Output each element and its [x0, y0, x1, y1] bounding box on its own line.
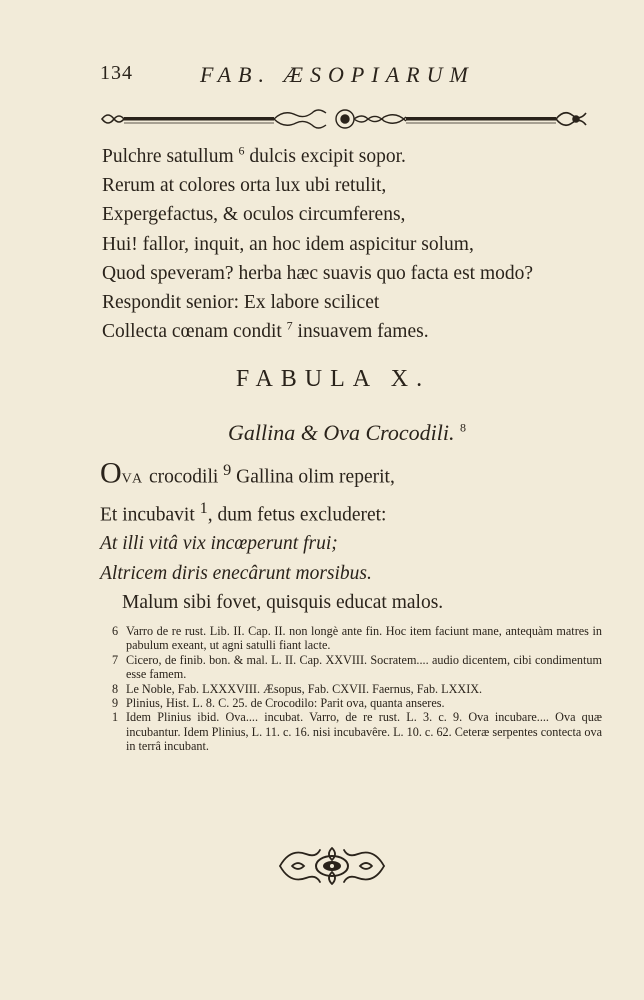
ornamental-rule-icon	[100, 104, 590, 134]
floral-tailpiece-icon	[272, 836, 392, 896]
verse-line: Quod speveram? herba hæc suavis quo facta est modo?	[102, 262, 534, 284]
footnote-number: 1	[112, 710, 119, 725]
footnote-number: 6	[112, 624, 119, 638]
drop-cap: O	[100, 456, 122, 490]
footnote-ref[interactable]: 8	[460, 420, 466, 435]
top-verse	[102, 142, 622, 346]
footnote	[112, 624, 602, 653]
verse-line-moral: Malum sibi fovet, quisquis educat malos.	[122, 591, 444, 613]
footnote	[112, 710, 602, 753]
footnotes	[112, 624, 602, 754]
footnote-text: Le Noble, Fab. LXXXVIII. Æsopus, Fab. CXVII. Faernus, Fab. LXXIX.	[126, 681, 483, 696]
footnote-ref[interactable]: 9	[223, 461, 232, 479]
footnote-text: Plinius, Hist. L. 8. C. 25. de Crocodilo: Parit ova, quanta anseres.	[126, 696, 445, 711]
verse-line: Collecta cœnam condit $^7$ insuavem fames.	[102, 318, 429, 343]
fable-heading: FABULA X.	[235, 366, 431, 392]
verse-line: Altricem diris enecârunt morsibus.	[100, 562, 372, 584]
footnote-ref[interactable]: 1	[199, 498, 208, 517]
verse-line-first: OVA crocodili $^9$ Gallina olim reperit,	[100, 456, 395, 490]
footnote	[112, 653, 602, 682]
footnote-text: Idem Plinius ibid. Ova.... incubat. Varro, de re rust. L. 3. c. 9. Ova incubare.... Ova quæ incubantur. Idem Plinius, L. 11. c. 16. nisi incubavêre. L. 10. c. 62. Ceteræ serpentes contecta ova in terrâ incubant.	[126, 710, 602, 754]
fable-verse	[100, 456, 620, 617]
footnote	[112, 696, 602, 710]
fable-subtitle: Gallina & Ova Crocodili. $^8$	[227, 420, 466, 445]
verse-line: Pulchre satullum $^6$ dulcis excipit sopor.	[102, 143, 406, 167]
footnote-text: Varro de re rust. Lib. II. Cap. II. non longè ante fin. Hoc item faciunt mane, antequàm matres in pabulum exeant, ut agni satulli fiant lacte.	[126, 624, 602, 653]
footnote	[112, 682, 602, 696]
footnote-ref[interactable]: 7	[286, 318, 293, 333]
verse-line: Rerum at colores orta lux ubi retulit,	[102, 175, 387, 197]
verse-line: Hui! fallor, inquit, an hoc idem aspicitur solum,	[102, 233, 474, 255]
page-header	[100, 62, 590, 102]
footnote-number: 8	[112, 681, 119, 696]
footnote-number: 7	[112, 652, 119, 667]
verse-line: At illi vitâ vix incœperunt frui;	[100, 533, 338, 555]
footnote-number: 9	[112, 696, 119, 711]
verse-line: Et incubavit $^1$, dum fetus excluderet:	[100, 498, 387, 526]
running-title: FAB. ÆSOPIARUM	[200, 62, 475, 87]
footnote-text: Cicero, de finib. bon. & mal. L. II. Cap. XXVIII. Socratem.... audio dicentem, cibi condimentum esse famem.	[126, 652, 602, 682]
footnote-ref[interactable]: 6	[238, 143, 245, 158]
verse-line: Respondit senior: Ex labore scilicet	[102, 292, 380, 314]
verse-line: Expergefactus, & oculos circumferens,	[102, 204, 406, 226]
page-number: 134	[100, 62, 133, 84]
